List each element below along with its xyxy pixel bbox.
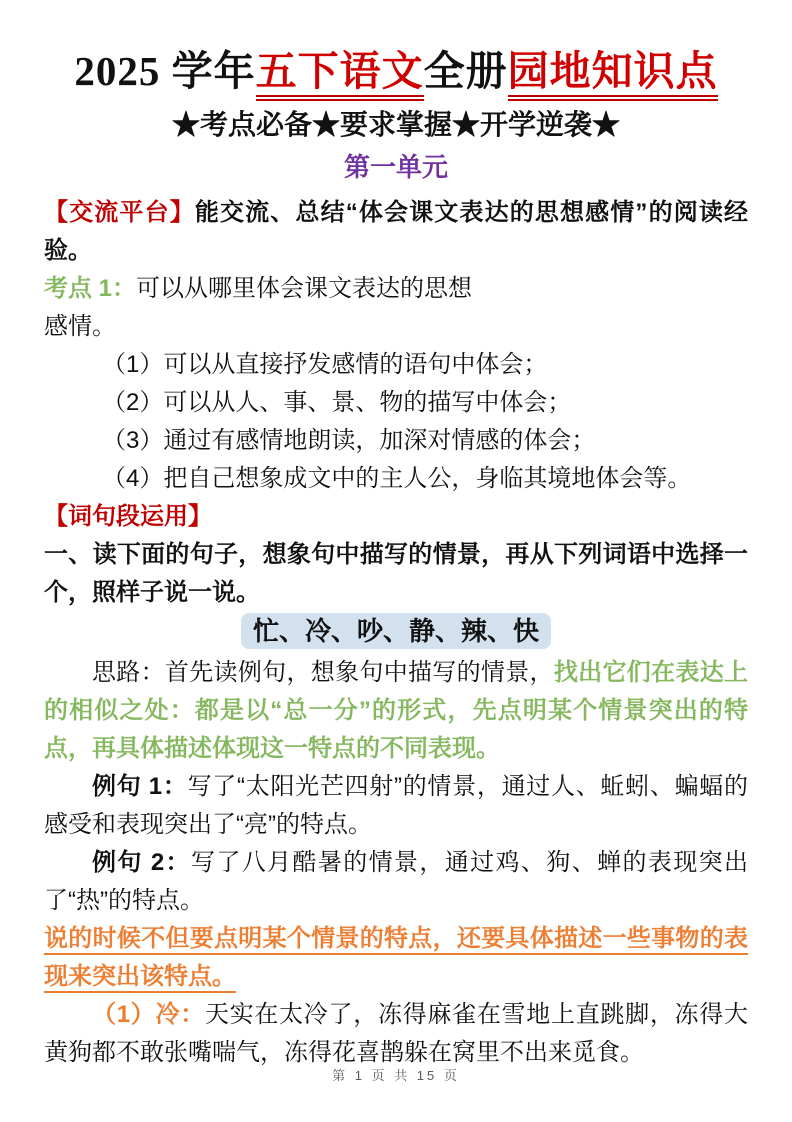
kaodian-label: 考点 1： xyxy=(44,275,137,303)
title-prefix: 2025 学年 xyxy=(74,48,256,94)
section-tag-exchange-platform: 【交流平台】 xyxy=(44,199,195,227)
paragraph-silu xyxy=(44,654,748,768)
list-item-1: （1）可以从直接抒发感情的语句中体会； xyxy=(102,351,548,379)
example-2-label: 例句 2： xyxy=(92,849,191,877)
example-1-text: 写了“太阳光芒四射”的情景，通过人、蚯蚓、蝙蝠的感受和表现突出了“亮”的特点。 xyxy=(44,773,749,839)
silu-black-text: 思路：首先读例句，想象句中描写的情景， xyxy=(92,659,554,687)
document-subtitle: ★考点必备★要求掌握★开学逆袭★ xyxy=(171,109,620,141)
word-choices-highlight: 忙、冷、吵、静、辣、快 xyxy=(241,613,551,649)
words-sentences-tag-text: 【词句段运用】 xyxy=(44,503,212,531)
silu-green-text: 找出它们在表达上的相似之处：都是以“总一分”的形式，先点明某个情景突出的特点，再具体描述体现这一特点的不同表现。 xyxy=(44,659,749,763)
paragraph-exchange-platform xyxy=(44,194,748,270)
title-highlight-topic: 园地知识点 xyxy=(508,48,718,101)
exercise-question-1: 一、读下面的句子，想象句中描写的情景，再从下列词语中选择一个，照样子说一说。 xyxy=(44,541,748,607)
list-item-4: （4）把自己想象成文中的主人公，身临其境地体会等。 xyxy=(102,465,692,493)
document-body xyxy=(0,194,792,1072)
exchange-platform-intro: 能交流、总结“体会课文表达的思想感情”的阅读经验。 xyxy=(44,199,749,265)
page-footer: 第 1 页 共 15 页 xyxy=(332,1068,460,1083)
list-item-3: （3）通过有感情地朗读，加深对情感的体会； xyxy=(102,427,596,455)
leng-text: 天实在太冷了，冻得麻雀在雪地上直跳脚，冻得大黄狗都不敢张嘴喘气，冻得花喜鹊躲在窝里不出来觅食。 xyxy=(44,1001,748,1067)
paragraph-kaodian xyxy=(44,270,748,308)
orange-note-text: 说的时候不但要点明某个情景的特点，还要具体描述一些事物的表现来突出该特点。 xyxy=(44,925,748,991)
list-item-2: （2）可以从人、事、景、物的描写中体会； xyxy=(102,389,572,417)
word-choices-row xyxy=(44,613,748,652)
paragraph-example-2 xyxy=(44,844,748,920)
kaodian-question-line1: 可以从哪里体会课文表达的思想 xyxy=(136,275,473,303)
leng-label: （1）冷： xyxy=(92,1001,205,1029)
example-2-text: 写了八月酷暑的情景，通过鸡、狗、蝉的表现突出了“热”的特点。 xyxy=(44,849,749,915)
paragraph-example-1 xyxy=(44,768,748,844)
title-middle: 全册 xyxy=(423,48,508,94)
paragraph-leng xyxy=(44,996,748,1072)
section-tag-words-sentences xyxy=(44,498,748,536)
example-1-label: 例句 1： xyxy=(92,773,188,801)
paragraph-orange-note xyxy=(44,920,748,996)
title-highlight-subject: 五下语文 xyxy=(256,48,424,101)
unit-heading: 第一单元 xyxy=(343,152,448,183)
document-title xyxy=(20,46,772,97)
kaodian-question-line2: 感情。 xyxy=(44,313,116,341)
